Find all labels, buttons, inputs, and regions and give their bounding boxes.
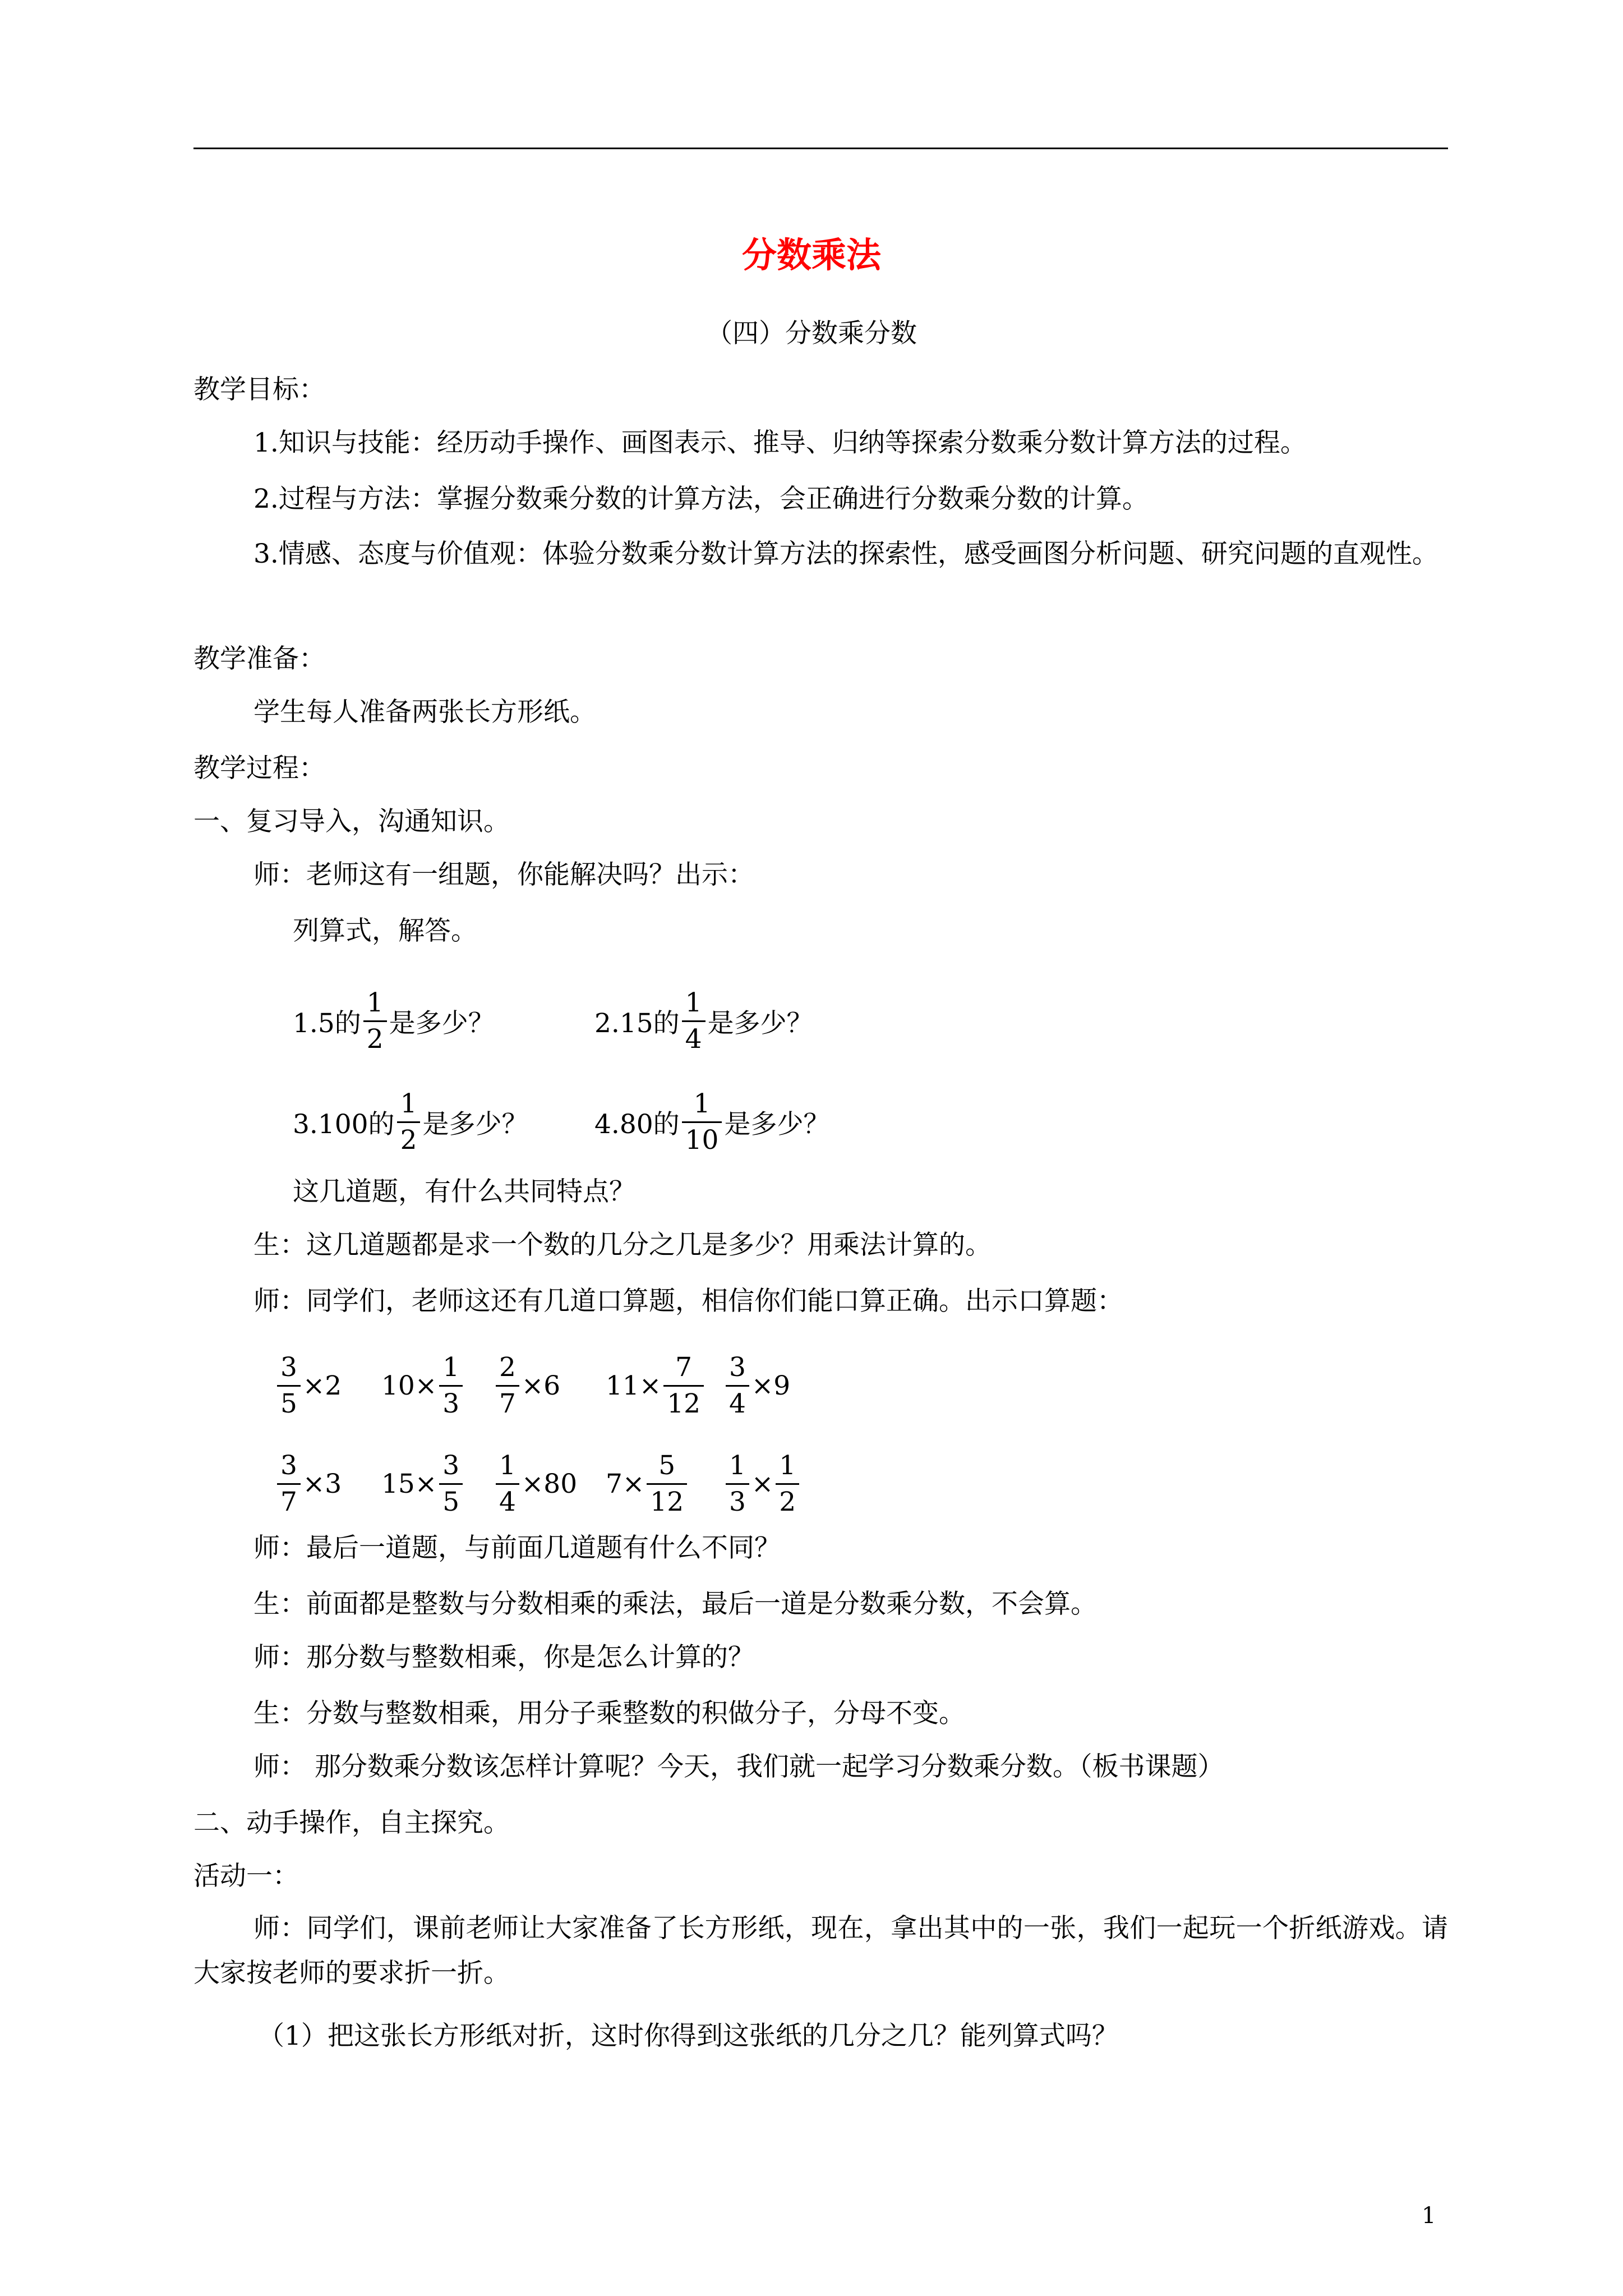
goal-heading: 教学目标：	[193, 374, 325, 405]
times-operator: ×	[302, 1370, 325, 1401]
times-operator: ×	[751, 1370, 774, 1401]
student-line-3: 生：分数与整数相乘，用分子乘整数的积做分子，分母不变。	[253, 1698, 965, 1729]
fraction: $\frac{2}{7}$	[496, 1350, 519, 1421]
oral-expression: $\frac{3}{4}$ × 9	[723, 1346, 790, 1425]
problem-4: 4.80的 $\frac{1}{10}$ 是多少？	[594, 1083, 829, 1161]
fraction: $\frac{1}{2}$	[776, 1448, 799, 1520]
fraction: $\frac{3}{5}$	[277, 1350, 301, 1421]
times-operator: ×	[521, 1468, 544, 1499]
problem-2: 2.15的 $\frac{1}{4}$ 是多少？	[594, 982, 813, 1060]
times-operator: ×	[414, 1468, 437, 1499]
fraction: $\frac{1}{3}$	[726, 1448, 749, 1520]
prep-item-1: 学生每人准备两张长方形纸。	[253, 697, 596, 728]
fraction: $\frac{1}{3}$	[439, 1350, 463, 1421]
goal-item-1: 1.知识与技能：经历动手操作、画图表示、推导、归纳等探索分数乘分数计算方法的过程。	[253, 427, 1307, 458]
fraction: $\frac{1}{4}$	[682, 986, 706, 1057]
process-heading: 教学过程：	[193, 753, 325, 784]
goal-item-3: 3.情感、态度与价值观：体验分数乘分数计算方法的探索性，感受画图分析问题、研究问题的直观性。	[253, 539, 1438, 569]
problem-3: 3.100的 $\frac{1}{2}$ 是多少？	[293, 1083, 528, 1161]
times-operator: ×	[414, 1370, 437, 1401]
document-subtitle: （四）分数乘分数	[706, 318, 917, 349]
problem-1: 1.5的 $\frac{1}{2}$ 是多少？	[293, 982, 495, 1060]
oral-expression: 15 × $\frac{3}{5}$	[381, 1444, 465, 1523]
prep-heading: 教学准备：	[193, 643, 325, 674]
times-operator: ×	[622, 1468, 645, 1499]
oral-expression: 11 × $\frac{7}{12}$	[606, 1346, 706, 1425]
teacher-line-5: 师： 那分数乘分数该怎样计算呢？今天，我们就一起学习分数乘分数。（板书课题）	[253, 1751, 1224, 1782]
fraction: $\frac{1}{10}$	[682, 1087, 722, 1158]
section-1-heading: 一、复习导入，沟通知识。	[193, 806, 510, 837]
student-line-1: 生：这几道题都是求一个数的几分之几是多少？用乘法计算的。	[253, 1230, 992, 1260]
times-operator: ×	[521, 1370, 544, 1401]
fraction: $\frac{3}{7}$	[277, 1448, 301, 1520]
oral-expression: 7 × $\frac{5}{12}$	[606, 1444, 689, 1523]
teacher-line-6: 师：同学们，课前老师让大家准备了长方形纸，现在，拿出其中的一张，我们一起玩一个折纸游戏。请大家按老师的要求折一折。	[193, 1913, 1448, 1989]
page-number: 1	[1422, 2203, 1436, 2229]
teacher-question: 这几道题，有什么共同特点？	[293, 1176, 635, 1207]
document-title: 分数乘法	[741, 234, 881, 275]
student-line-2: 生：前面都是整数与分数相乘的乘法，最后一道是分数乘分数，不会算。	[253, 1589, 1097, 1619]
header-rule	[193, 148, 1448, 149]
oral-expression: $\frac{2}{7}$ × 6	[494, 1346, 560, 1425]
teacher-line-2: 师：同学们，老师这还有几道口算题，相信你们能口算正确。出示口算题：	[253, 1286, 1123, 1317]
fraction: $\frac{7}{12}$	[663, 1350, 704, 1421]
fraction: $\frac{1}{2}$	[363, 986, 387, 1057]
goal-item-2: 2.过程与方法：掌握分数乘分数的计算方法，会正确进行分数乘分数的计算。	[253, 484, 1149, 514]
teacher-line-1: 师：老师这有一组题，你能解决吗？出示：	[253, 859, 754, 890]
instruction-line: 列算式，解答。	[293, 915, 477, 946]
teacher-line-4: 师：那分数与整数相乘，你是怎么计算的？	[253, 1642, 754, 1673]
oral-expression	[723, 1444, 801, 1523]
fraction: $\frac{3}{4}$	[726, 1350, 749, 1421]
times-operator: ×	[302, 1468, 325, 1499]
activity-1-heading: 活动一：	[193, 1861, 299, 1892]
question-1: （1）把这张长方形纸对折，这时你得到这张纸的几分之几？能列算式吗？	[258, 2021, 1118, 2051]
fraction: $\frac{1}{4}$	[496, 1448, 519, 1520]
section-2-heading: 二、动手操作，自主探究。	[193, 1807, 510, 1838]
fraction: $\frac{5}{12}$	[647, 1448, 687, 1520]
oral-expression: $\frac{3}{5}$ × 2	[275, 1346, 342, 1425]
oral-expression: 10 × $\frac{1}{3}$	[381, 1346, 465, 1425]
fraction: $\frac{1}{2}$	[397, 1087, 421, 1158]
fraction: $\frac{3}{5}$	[439, 1448, 463, 1520]
oral-expression: $\frac{3}{7}$ × 3	[275, 1444, 342, 1523]
times-operator: ×	[751, 1468, 774, 1499]
times-operator: ×	[639, 1370, 662, 1401]
oral-expression: $\frac{1}{4}$ × 80	[494, 1444, 577, 1523]
teacher-line-3: 师：最后一道题，与前面几道题有什么不同？	[253, 1533, 781, 1563]
